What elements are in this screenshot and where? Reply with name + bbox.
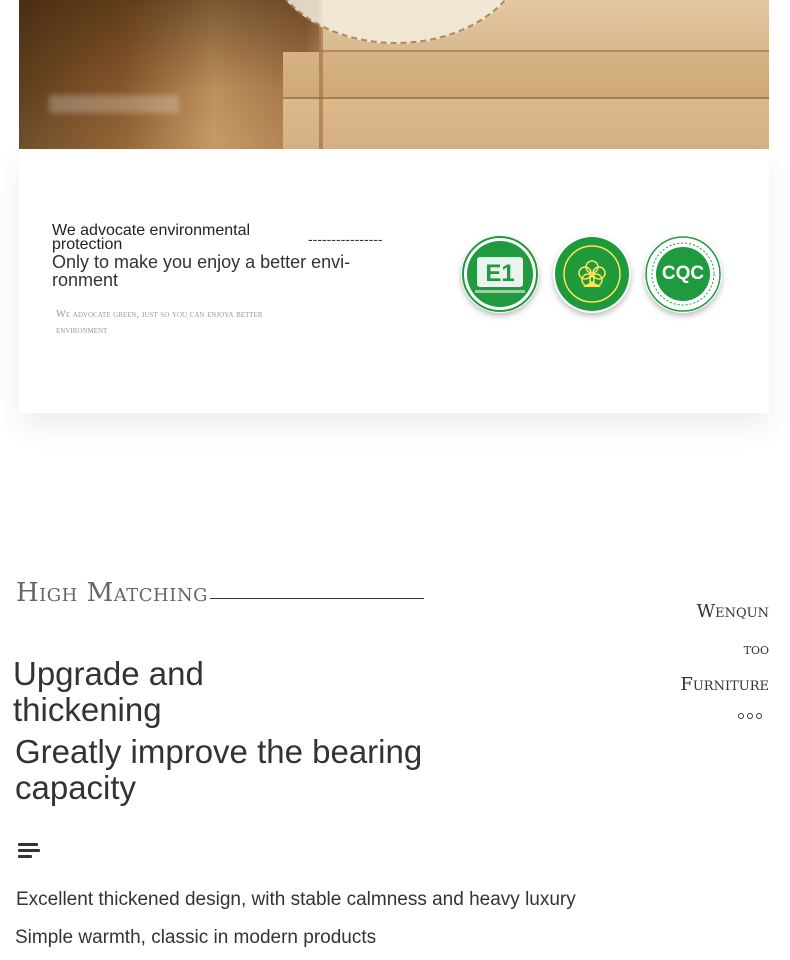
certification-card <box>19 149 769 413</box>
cqc-certification-badge <box>644 235 722 313</box>
certification-subtitle: Only to make you enjoy a better envi-ronment <box>52 252 351 290</box>
certification-title: We advocate environmental protection <box>52 222 251 253</box>
title-divider-line <box>210 598 424 599</box>
mdf-board-photo <box>19 0 769 149</box>
bearing-capacity-heading: Greatly improve the bearing capacity <box>15 733 423 806</box>
description-line-2: Simple warmth, classic in modern products <box>15 927 377 948</box>
e1-certification-badge <box>461 235 539 313</box>
board-layer <box>283 52 769 99</box>
brand-too: too <box>743 640 769 658</box>
photo-haze <box>49 95 179 113</box>
photo-shadow-area <box>19 0 319 149</box>
cqc-label: CQC <box>661 263 705 284</box>
board-layer <box>283 99 769 149</box>
brand-furniture: Furniture <box>680 674 769 695</box>
brand-wenqun: Wenqun <box>696 601 769 622</box>
china-environmental-labelling-badge <box>553 235 631 313</box>
high-matching-title: High Matching <box>16 578 208 608</box>
dash-divider: ---------------- <box>308 231 383 247</box>
description-line-1: Excellent thickened design, with stable calmness and heavy luxury <box>16 889 576 910</box>
e1-label: E1 <box>485 260 515 287</box>
upgrade-heading: Upgrade and thickening <box>13 655 204 728</box>
certification-small-text: We advocate green, just so you can enjoya better environment <box>56 309 263 336</box>
text-align-icon <box>18 843 42 859</box>
three-dots-icon <box>738 713 762 719</box>
